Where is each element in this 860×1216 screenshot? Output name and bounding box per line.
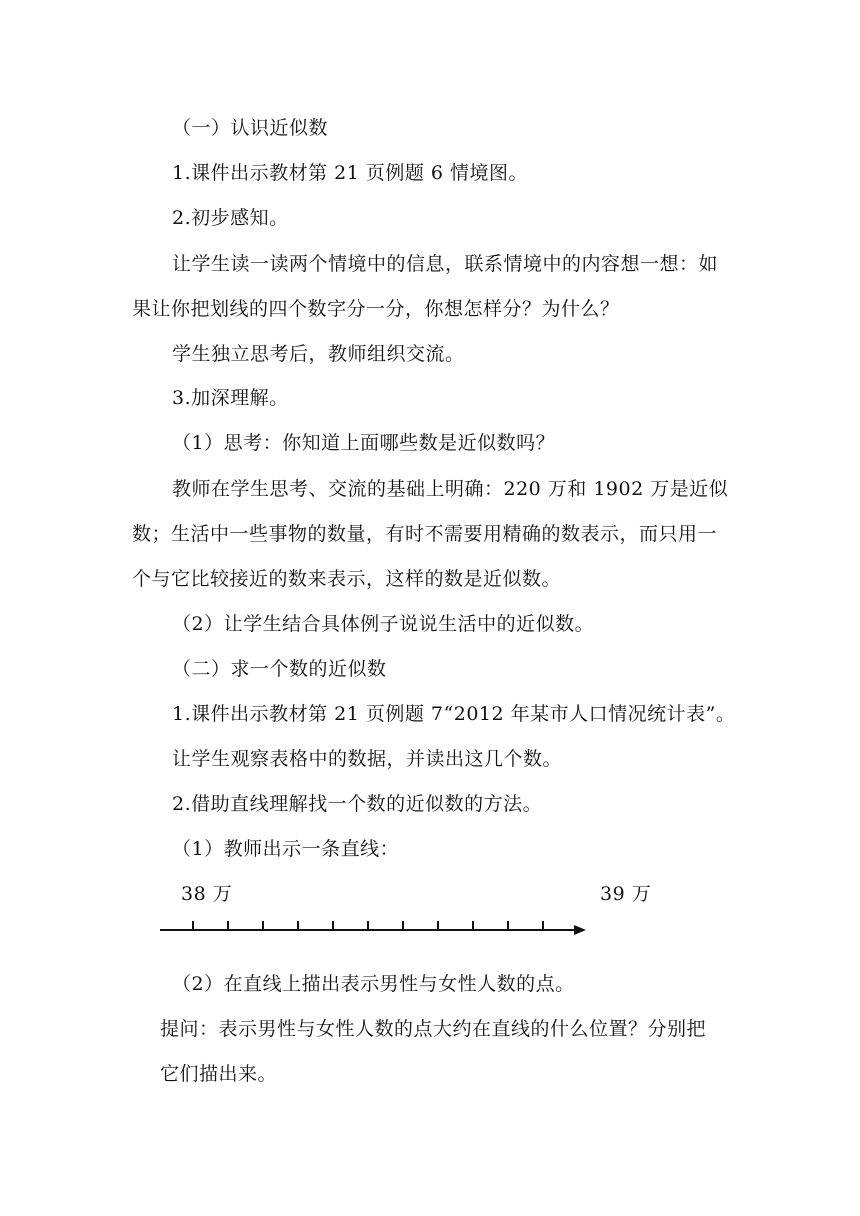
paragraph: 教师在学生思考、交流的基础上明确：220 万和 1902 万是近似 [172, 478, 729, 500]
paragraph: 提问：表示男性与女性人数的点大约在直线的什么位置？分别把 [160, 1018, 707, 1040]
paragraph: （2）让学生结合具体例子说说生活中的近似数。 [172, 613, 595, 635]
paragraph: 数；生活中一些事物的数量，有时不需要用精确的数表示，而只用一 [132, 523, 718, 545]
paragraph: 让学生读一读两个情境中的信息，联系情境中的内容想一想：如 [172, 253, 719, 275]
paragraph: 1.课件出示教材第 21 页例题 7“2012 年某市人口情况统计表”。 [172, 703, 736, 725]
paragraph: 2.借助直线理解找一个数的近似数的方法。 [172, 793, 543, 815]
paragraph: 果让你把划线的四个数字分一分，你想怎样分？为什么？ [132, 298, 620, 320]
paragraph: （2）在直线上描出表示男性与女性人数的点。 [172, 973, 575, 995]
paragraph: （1）思考：你知道上面哪些数是近似数吗？ [172, 432, 556, 454]
paragraph: 1.课件出示教材第 21 页例题 6 情境图。 [172, 162, 529, 184]
paragraph: （1）教师出示一条直线： [172, 838, 400, 860]
number-line-arrowhead [574, 925, 586, 935]
number-line-ticks [193, 921, 543, 930]
section-heading-recognize: （一）认识近似数 [172, 117, 329, 139]
number-line-right-label: 39 万 [600, 883, 652, 905]
paragraph: 2.初步感知。 [172, 207, 289, 229]
paragraph: 它们描出来。 [160, 1063, 278, 1085]
number-line [150, 910, 600, 950]
paragraph: 让学生观察表格中的数据，并读出这几个数。 [172, 748, 563, 770]
paragraph: 3.加深理解。 [172, 387, 289, 409]
section-heading-approximate: （二）求一个数的近似数 [172, 658, 387, 680]
paragraph: 学生独立思考后，教师组织交流。 [172, 343, 465, 365]
paragraph: 个与它比较接近的数来表示，这样的数是近似数。 [132, 568, 562, 590]
number-line-left-label: 38 万 [181, 883, 233, 905]
